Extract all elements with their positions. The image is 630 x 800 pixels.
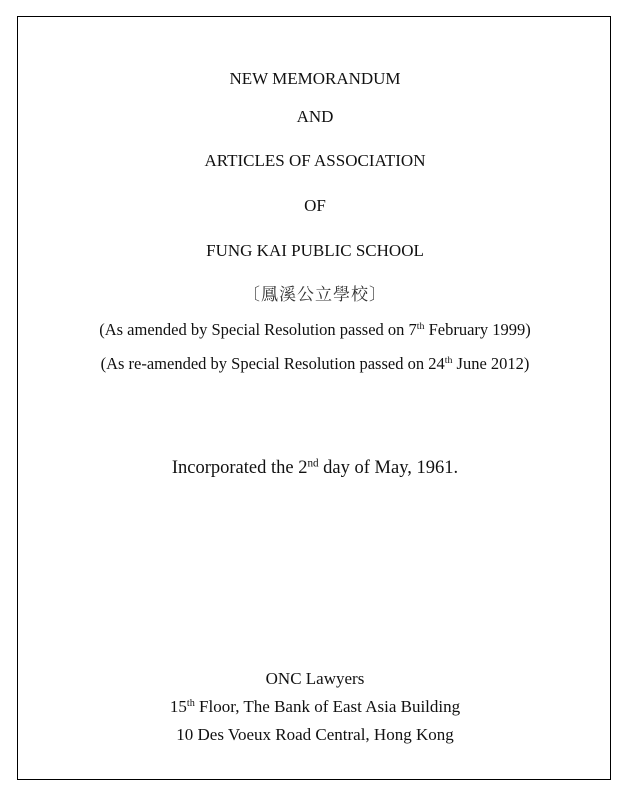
- address-floor-number: 15: [169, 697, 187, 716]
- page-border: [17, 16, 611, 780]
- title-articles-of-association: ARTICLES OF ASSOCIATION: [204, 151, 426, 170]
- title-new-memorandum: NEW MEMORANDUM: [229, 69, 401, 88]
- incorporation-ordinal: nd: [307, 457, 319, 470]
- address-line-2: 10 Des Voeux Road Central, Hong Kong: [176, 725, 454, 744]
- address-line-1: [0, 698, 630, 715]
- address-floor-ordinal: th: [186, 697, 195, 709]
- title-of: OF: [304, 196, 326, 215]
- school-name-chinese: 〔鳳溪公立學校〕: [243, 285, 387, 305]
- incorporation-prefix: Incorporated the 2: [171, 458, 308, 478]
- incorporation-suffix: day of May, 1961.: [318, 458, 459, 478]
- amendment-2-prefix: (As re-amended by Special Resolution passed on 24: [100, 354, 445, 373]
- amendment-2-ordinal: th: [444, 355, 453, 367]
- law-firm-name: ONC Lawyers: [265, 669, 365, 688]
- incorporation-date: [0, 459, 630, 478]
- amendment-1-ordinal: th: [416, 321, 425, 333]
- address-building: Floor, The Bank of East Asia Building: [194, 697, 461, 716]
- amendment-note-1: [0, 322, 630, 339]
- amendment-1-suffix: February 1999): [424, 320, 531, 339]
- school-name: FUNG KAI PUBLIC SCHOOL: [206, 241, 424, 260]
- amendment-2-suffix: June 2012): [452, 354, 530, 373]
- amendment-note-2: [0, 356, 630, 373]
- amendment-1-prefix: (As amended by Special Resolution passed on 7: [99, 320, 417, 339]
- title-and: AND: [296, 107, 334, 126]
